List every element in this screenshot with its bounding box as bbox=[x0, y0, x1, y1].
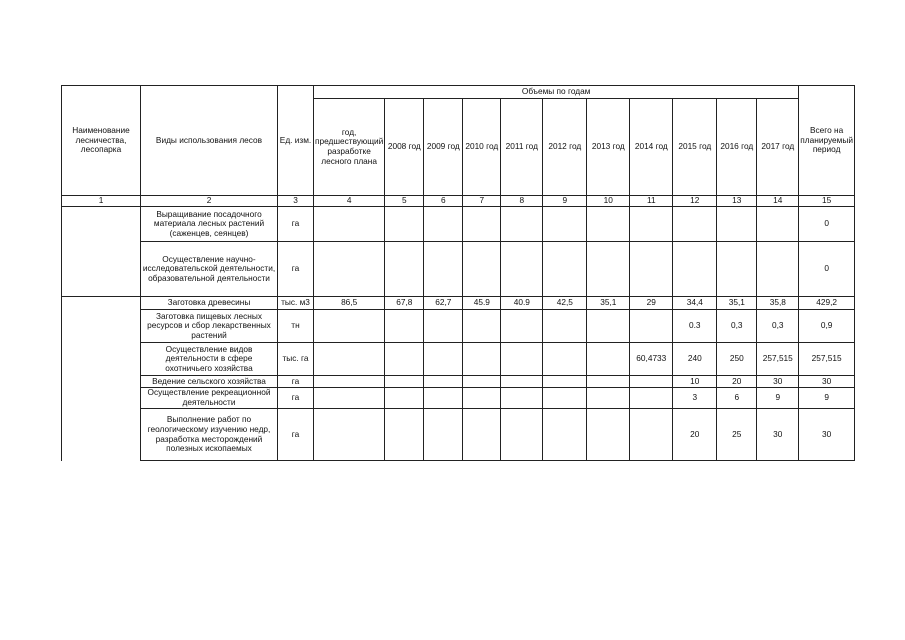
total-cell: 0 bbox=[799, 207, 855, 242]
volume-cell bbox=[587, 310, 630, 343]
forest-use-kind-cell: Выполнение работ по геологическому изучению недр, разработка месторождений полезных ископаемых bbox=[141, 409, 278, 461]
forestry-name-cell bbox=[62, 207, 141, 297]
volume-cell bbox=[501, 343, 543, 376]
column-number: 1 bbox=[62, 196, 141, 207]
volume-cell bbox=[673, 207, 717, 242]
volume-cell: 9 bbox=[757, 388, 799, 409]
header-year: 2011 год bbox=[501, 99, 543, 196]
volume-cell bbox=[587, 242, 630, 297]
volume-cell bbox=[424, 388, 463, 409]
volume-cell: 0,3 bbox=[717, 310, 757, 343]
volume-cell bbox=[543, 207, 587, 242]
volume-cell bbox=[314, 310, 385, 343]
volume-cell bbox=[673, 242, 717, 297]
volume-cell bbox=[757, 242, 799, 297]
volume-cell bbox=[314, 242, 385, 297]
volume-cell: 40.9 bbox=[501, 297, 543, 310]
header-year: 2012 год bbox=[543, 99, 587, 196]
volume-cell: 250 bbox=[717, 343, 757, 376]
volume-cell: 29 bbox=[630, 297, 673, 310]
volume-cell bbox=[587, 207, 630, 242]
header-forestry-name: Наименование лесничества, лесопарка bbox=[62, 86, 141, 196]
volume-cell bbox=[543, 343, 587, 376]
column-number: 13 bbox=[717, 196, 757, 207]
volume-cell bbox=[424, 207, 463, 242]
unit-cell: га bbox=[278, 376, 314, 388]
volume-cell bbox=[463, 343, 501, 376]
volume-cell bbox=[543, 242, 587, 297]
column-number: 4 bbox=[314, 196, 385, 207]
volume-cell bbox=[424, 409, 463, 461]
volume-cell bbox=[630, 409, 673, 461]
volume-cell: 0.3 bbox=[673, 310, 717, 343]
volume-cell bbox=[314, 376, 385, 388]
volume-cell bbox=[463, 310, 501, 343]
header-year: 2017 год bbox=[757, 99, 799, 196]
volume-cell bbox=[501, 207, 543, 242]
volume-cell: 240 bbox=[673, 343, 717, 376]
volume-cell bbox=[424, 242, 463, 297]
volume-cell bbox=[630, 310, 673, 343]
volume-cell: 35,1 bbox=[717, 297, 757, 310]
volume-cell bbox=[543, 310, 587, 343]
column-number: 12 bbox=[673, 196, 717, 207]
volume-cell: 30 bbox=[757, 376, 799, 388]
volume-cell: 10 bbox=[673, 376, 717, 388]
table-row bbox=[62, 388, 855, 409]
table-row bbox=[62, 242, 855, 297]
volume-cell bbox=[630, 376, 673, 388]
volume-cell: 35,1 bbox=[587, 297, 630, 310]
volume-cell: 45.9 bbox=[463, 297, 501, 310]
volume-cell bbox=[543, 409, 587, 461]
volume-cell: 257,515 bbox=[757, 343, 799, 376]
volume-cell bbox=[385, 310, 424, 343]
volume-cell bbox=[501, 242, 543, 297]
volume-cell: 34,4 bbox=[673, 297, 717, 310]
volume-cell bbox=[463, 409, 501, 461]
volume-cell bbox=[424, 376, 463, 388]
column-number: 6 bbox=[424, 196, 463, 207]
volume-cell bbox=[385, 376, 424, 388]
column-number: 9 bbox=[543, 196, 587, 207]
column-number: 15 bbox=[799, 196, 855, 207]
volume-cell bbox=[757, 207, 799, 242]
volume-cell bbox=[630, 207, 673, 242]
volume-cell bbox=[587, 376, 630, 388]
forestry-name-cell bbox=[62, 297, 141, 461]
volume-cell bbox=[463, 388, 501, 409]
forest-use-kind-cell: Заготовка пищевых лесных ресурсов и сбор лекарственных растений bbox=[141, 310, 278, 343]
column-number: 14 bbox=[757, 196, 799, 207]
header-unit: Ед. изм. bbox=[278, 86, 314, 196]
header-year: 2009 год bbox=[424, 99, 463, 196]
total-cell: 257,515 bbox=[799, 343, 855, 376]
header-year: 2013 год bbox=[587, 99, 630, 196]
volume-cell: 62,7 bbox=[424, 297, 463, 310]
volume-cell bbox=[501, 376, 543, 388]
forest-use-table bbox=[61, 85, 855, 461]
volume-cell bbox=[424, 343, 463, 376]
forest-use-kind-cell: Выращивание посадочного материала лесных растений (саженцев, сеянцев) bbox=[141, 207, 278, 242]
header-volumes-by-year: Объемы по годам bbox=[314, 86, 799, 99]
volume-cell: 3 bbox=[673, 388, 717, 409]
volume-cell: 42,5 bbox=[543, 297, 587, 310]
header-year: 2014 год bbox=[630, 99, 673, 196]
unit-cell: га bbox=[278, 388, 314, 409]
forest-use-kind-cell: Ведение сельского хозяйства bbox=[141, 376, 278, 388]
table-row bbox=[62, 207, 855, 242]
table-row bbox=[62, 376, 855, 388]
volume-cell bbox=[463, 376, 501, 388]
volume-cell: 30 bbox=[757, 409, 799, 461]
volume-cell bbox=[543, 388, 587, 409]
total-cell: 429,2 bbox=[799, 297, 855, 310]
table-row bbox=[62, 310, 855, 343]
volume-cell bbox=[314, 409, 385, 461]
volume-cell bbox=[717, 242, 757, 297]
unit-cell: га bbox=[278, 409, 314, 461]
volume-cell bbox=[543, 376, 587, 388]
total-cell: 30 bbox=[799, 409, 855, 461]
volume-cell: 86,5 bbox=[314, 297, 385, 310]
column-number: 7 bbox=[463, 196, 501, 207]
forest-use-kind-cell: Осуществление рекреационной деятельности bbox=[141, 388, 278, 409]
volume-cell: 60,4733 bbox=[630, 343, 673, 376]
volume-cell bbox=[630, 388, 673, 409]
volume-cell bbox=[587, 409, 630, 461]
volume-cell: 20 bbox=[717, 376, 757, 388]
total-cell: 30 bbox=[799, 376, 855, 388]
table-row bbox=[62, 343, 855, 376]
volume-cell bbox=[385, 207, 424, 242]
total-cell: 0 bbox=[799, 242, 855, 297]
volume-cell bbox=[424, 310, 463, 343]
forest-use-kind-cell: Осуществление научно-исследовательской деятельности, образовательной деятельности bbox=[141, 242, 278, 297]
column-numbers-row bbox=[62, 196, 855, 207]
unit-cell: тыс. м3 bbox=[278, 297, 314, 310]
header-year: 2016 год bbox=[717, 99, 757, 196]
header-forest-use-kind: Виды использования лесов bbox=[141, 86, 278, 196]
table-row bbox=[62, 409, 855, 461]
column-number: 3 bbox=[278, 196, 314, 207]
column-number: 10 bbox=[587, 196, 630, 207]
total-cell: 9 bbox=[799, 388, 855, 409]
header-total: Всего на планируемый период bbox=[799, 86, 855, 196]
volume-cell bbox=[314, 207, 385, 242]
unit-cell: тыс. га bbox=[278, 343, 314, 376]
volume-cell bbox=[385, 388, 424, 409]
volume-cell bbox=[501, 409, 543, 461]
volume-cell: 35,8 bbox=[757, 297, 799, 310]
volume-cell bbox=[717, 207, 757, 242]
volume-cell bbox=[501, 388, 543, 409]
volume-cell bbox=[314, 388, 385, 409]
unit-cell: тн bbox=[278, 310, 314, 343]
table-row bbox=[62, 297, 855, 310]
volume-cell bbox=[501, 310, 543, 343]
volume-cell bbox=[587, 343, 630, 376]
volume-cell bbox=[463, 207, 501, 242]
column-number: 8 bbox=[501, 196, 543, 207]
total-cell: 0,9 bbox=[799, 310, 855, 343]
header-year: 2008 год bbox=[385, 99, 424, 196]
column-number: 11 bbox=[630, 196, 673, 207]
volume-cell bbox=[385, 343, 424, 376]
header-row-top bbox=[62, 86, 855, 99]
header-prev-year: год, предшествующий разработке лесного плана bbox=[314, 99, 385, 196]
header-year: 2010 год bbox=[463, 99, 501, 196]
unit-cell: га bbox=[278, 207, 314, 242]
volume-cell bbox=[385, 242, 424, 297]
unit-cell: га bbox=[278, 242, 314, 297]
header-year: 2015 год bbox=[673, 99, 717, 196]
volume-cell bbox=[314, 343, 385, 376]
volume-cell bbox=[630, 242, 673, 297]
column-number: 2 bbox=[141, 196, 278, 207]
volume-cell bbox=[587, 388, 630, 409]
forest-use-kind-cell: Заготовка древесины bbox=[141, 297, 278, 310]
volume-cell: 6 bbox=[717, 388, 757, 409]
volume-cell: 67,8 bbox=[385, 297, 424, 310]
volume-cell bbox=[385, 409, 424, 461]
column-number: 5 bbox=[385, 196, 424, 207]
volume-cell bbox=[463, 242, 501, 297]
volume-cell: 0,3 bbox=[757, 310, 799, 343]
forest-use-kind-cell: Осуществление видов деятельности в сфере охотничьего хозяйства bbox=[141, 343, 278, 376]
volume-cell: 20 bbox=[673, 409, 717, 461]
volume-cell: 25 bbox=[717, 409, 757, 461]
